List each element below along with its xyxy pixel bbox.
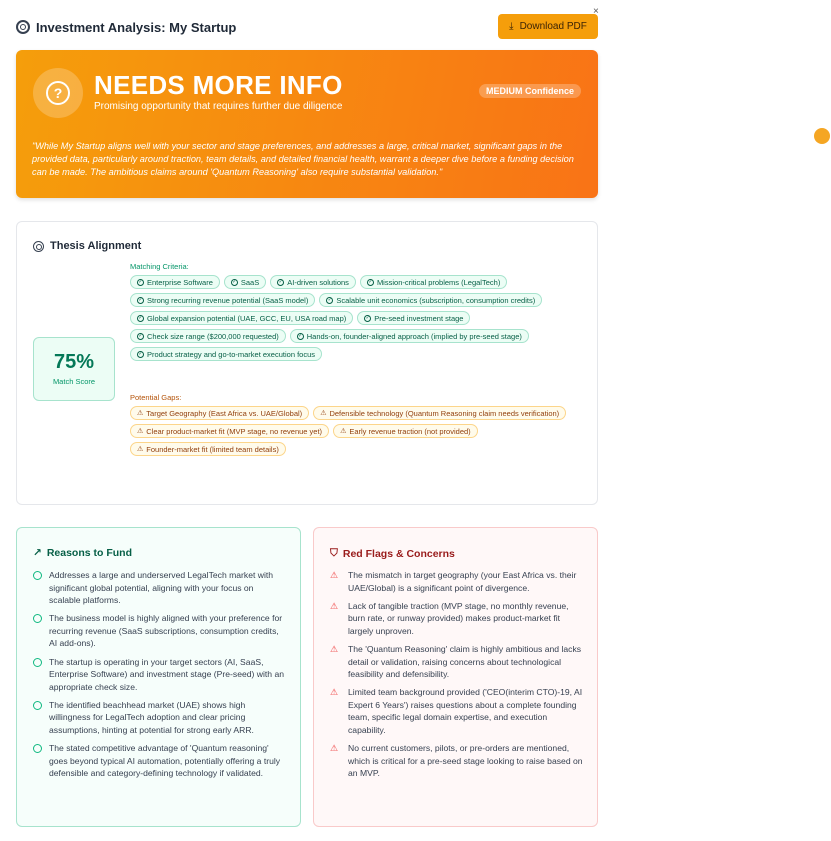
gap-chip bbox=[130, 442, 286, 456]
warning-icon: ⚠ bbox=[137, 428, 144, 435]
download-icon: ⤓ bbox=[509, 21, 514, 32]
criteria-chip bbox=[319, 293, 542, 307]
chip-label: Check size range ($200,000 requested) bbox=[147, 331, 279, 341]
list-item bbox=[33, 742, 287, 780]
criteria-chip bbox=[130, 311, 353, 325]
page-title: Investment Analysis: My Startup bbox=[36, 19, 237, 35]
chip-label: Scalable unit economics (subscription, consumption credits) bbox=[336, 295, 536, 305]
check-circle-icon bbox=[33, 571, 42, 580]
download-pdf-button[interactable] bbox=[498, 14, 598, 39]
check-circle-icon: ✓ bbox=[138, 296, 143, 303]
chip-label: Defensible technology (Quantum Reasoning claim needs verification) bbox=[329, 408, 560, 418]
chip-label: Hands-on, founder-aligned approach (implied by pre-seed stage) bbox=[306, 331, 522, 341]
list-item bbox=[330, 742, 584, 780]
criteria-chip bbox=[130, 329, 286, 343]
red-flags-title bbox=[330, 547, 455, 560]
criteria-chip bbox=[224, 275, 266, 289]
chip-label: Clear product-market fit (MVP stage, no revenue yet) bbox=[146, 426, 323, 436]
warning-icon: ⚠ bbox=[330, 743, 339, 754]
check-circle-icon bbox=[33, 614, 42, 623]
list-item bbox=[330, 600, 584, 638]
criteria-chip bbox=[360, 275, 507, 289]
list-item bbox=[330, 686, 584, 736]
warning-icon: ⚠ bbox=[330, 600, 339, 611]
chip-label: Pre-seed investment stage bbox=[374, 313, 464, 323]
red-flags-card bbox=[313, 527, 598, 827]
criteria-chip bbox=[357, 311, 470, 325]
warning-icon: ⚠ bbox=[330, 570, 339, 580]
warning-icon: ⚠ bbox=[340, 428, 347, 435]
chip-label: Strong recurring revenue potential (SaaS model) bbox=[147, 295, 309, 305]
list-item bbox=[33, 569, 287, 607]
thesis-alignment-card bbox=[16, 221, 598, 505]
warning-icon: ⚠ bbox=[137, 446, 144, 453]
list-item-text: Limited team background provided ('CEO(interim CTO)-19, AI Expert 6 Years') raises questions about a complete founding team, specific legal domain expertise, and execution capability. bbox=[348, 687, 583, 736]
matching-criteria-list bbox=[130, 275, 590, 361]
list-item-text: The mismatch in target geography (your East Africa vs. their UAE/Global) is a significant point of divergence. bbox=[348, 570, 577, 593]
verdict-subtitle: Promising opportunity that requires further due diligence bbox=[94, 101, 343, 112]
thesis-title bbox=[33, 240, 141, 252]
reasons-title-label: Reasons to Fund bbox=[46, 547, 132, 559]
check-circle-icon: ✓ bbox=[138, 314, 143, 321]
list-item bbox=[33, 656, 287, 694]
close-icon[interactable]: × bbox=[593, 6, 599, 17]
chip-label: Global expansion potential (UAE, GCC, EU, USA road map) bbox=[147, 313, 347, 323]
thesis-title-label: Thesis Alignment bbox=[50, 240, 142, 252]
download-pdf-label: Download PDF bbox=[519, 21, 587, 32]
list-item bbox=[33, 612, 287, 650]
chip-label: Mission-critical problems (LegalTech) bbox=[376, 277, 501, 287]
check-circle-icon: ✓ bbox=[138, 278, 143, 285]
criteria-chip bbox=[130, 275, 220, 289]
potential-gaps-label: Potential Gaps: bbox=[130, 393, 182, 402]
red-flags-list bbox=[330, 569, 584, 785]
matching-criteria-label: Matching Criteria: bbox=[130, 262, 189, 271]
chip-label: Early revenue traction (not provided) bbox=[349, 426, 471, 436]
chip-label: SaaS bbox=[240, 277, 260, 287]
warning-icon: ⚠ bbox=[330, 643, 339, 654]
reasons-list bbox=[33, 569, 287, 785]
gap-chip bbox=[130, 424, 329, 438]
target-icon bbox=[33, 241, 44, 252]
list-item-text: The business model is highly aligned with your preference for recurring revenue (SaaS subscriptions, consumption credits, AI add-ons). bbox=[49, 613, 283, 649]
list-item-text: Addresses a large and underserved LegalTech market with significant global potential, aligning with your focus on scalable platforms. bbox=[49, 570, 274, 606]
gap-chip bbox=[333, 424, 478, 438]
criteria-chip bbox=[290, 329, 529, 343]
warning-icon: ⚠ bbox=[137, 410, 144, 417]
question-icon: ? bbox=[33, 68, 83, 118]
check-circle-icon: ✓ bbox=[138, 332, 143, 339]
chip-label: Product strategy and go-to-market execution focus bbox=[147, 349, 316, 359]
chip-label: Enterprise Software bbox=[147, 277, 213, 287]
reasons-title bbox=[33, 547, 132, 559]
chip-label: Founder-market fit (limited team details) bbox=[146, 444, 279, 454]
gap-chip bbox=[130, 406, 309, 420]
criteria-chip bbox=[130, 347, 322, 361]
list-item-text: No current customers, pilots, or pre-orders are mentioned, which is critical for a pre-seed stage looking to raise based on an MVP. bbox=[348, 743, 583, 779]
check-circle-icon: ✓ bbox=[232, 278, 237, 285]
check-circle-icon bbox=[33, 744, 42, 753]
red-flags-title-label: Red Flags & Concerns bbox=[342, 547, 455, 560]
floating-dot bbox=[814, 128, 830, 144]
list-item-text: The stated competitive advantage of 'Quantum reasoning' goes beyond typical AI automation, potentially offering a truly defensible and category-defining technology if validated. bbox=[49, 743, 281, 779]
verdict-quote: "While My Startup aligns well with your sector and stage preferences, and addresses a large, critical market, significant gaps in the provided data, particularly around traction, team details, and detailed financial health, warrant a deeper dive before a funding decision can be made. The ambitious claims around 'Quantum Reasoning' also require substantial validation." bbox=[32, 141, 574, 177]
warning-icon: ⚠ bbox=[330, 687, 339, 698]
verdict-title: NEEDS MORE INFO bbox=[94, 70, 343, 100]
list-item-text: The 'Quantum Reasoning' claim is highly ambitious and lacks detail or validation, raising concerns about technological feasibility and defensibility. bbox=[348, 643, 582, 680]
trending-up-icon: ↗ bbox=[33, 547, 42, 559]
check-circle-icon: ✓ bbox=[298, 332, 303, 339]
shield-icon: ⛉ bbox=[330, 547, 338, 559]
check-circle-icon: ✓ bbox=[365, 314, 370, 321]
warning-icon: ⚠ bbox=[320, 410, 327, 417]
criteria-chip bbox=[130, 293, 315, 307]
check-circle-icon: ✓ bbox=[368, 278, 373, 285]
match-score bbox=[33, 337, 115, 401]
target-logo-icon bbox=[16, 20, 30, 34]
list-item-text: Lack of tangible traction (MVP stage, no monthly revenue, burn rate, or runway provided) makes product-market fit largely unproven. bbox=[348, 600, 569, 636]
list-item bbox=[33, 699, 287, 737]
check-circle-icon: ✓ bbox=[278, 278, 283, 285]
check-circle-icon bbox=[33, 701, 42, 710]
list-item bbox=[330, 643, 584, 681]
list-item bbox=[330, 569, 584, 594]
check-circle-icon bbox=[33, 658, 42, 667]
confidence-badge: MEDIUM Confidence bbox=[479, 84, 581, 98]
criteria-chip bbox=[270, 275, 356, 289]
verdict-banner bbox=[16, 50, 598, 198]
check-circle-icon: ✓ bbox=[138, 350, 143, 357]
potential-gaps-list bbox=[130, 406, 590, 456]
list-item-text: The identified beachhead market (UAE) shows high willingness for LegalTech adoption and clear pricing assumptions, hinting at potential for strong early ARR. bbox=[49, 699, 254, 736]
check-circle-icon: ✓ bbox=[327, 296, 332, 303]
list-item-text: The startup is operating in your target sectors (AI, SaaS, Enterprise Software) and investment stage (Pre-seed) with an appropriate check size. bbox=[49, 656, 285, 692]
chip-label: Target Geography (East Africa vs. UAE/Global) bbox=[146, 408, 303, 418]
match-score-label: Match Score bbox=[52, 377, 96, 386]
gap-chip bbox=[313, 406, 566, 420]
chip-label: AI-driven solutions bbox=[287, 277, 349, 287]
reasons-card bbox=[16, 527, 301, 827]
match-score-value: 75% bbox=[53, 351, 95, 373]
